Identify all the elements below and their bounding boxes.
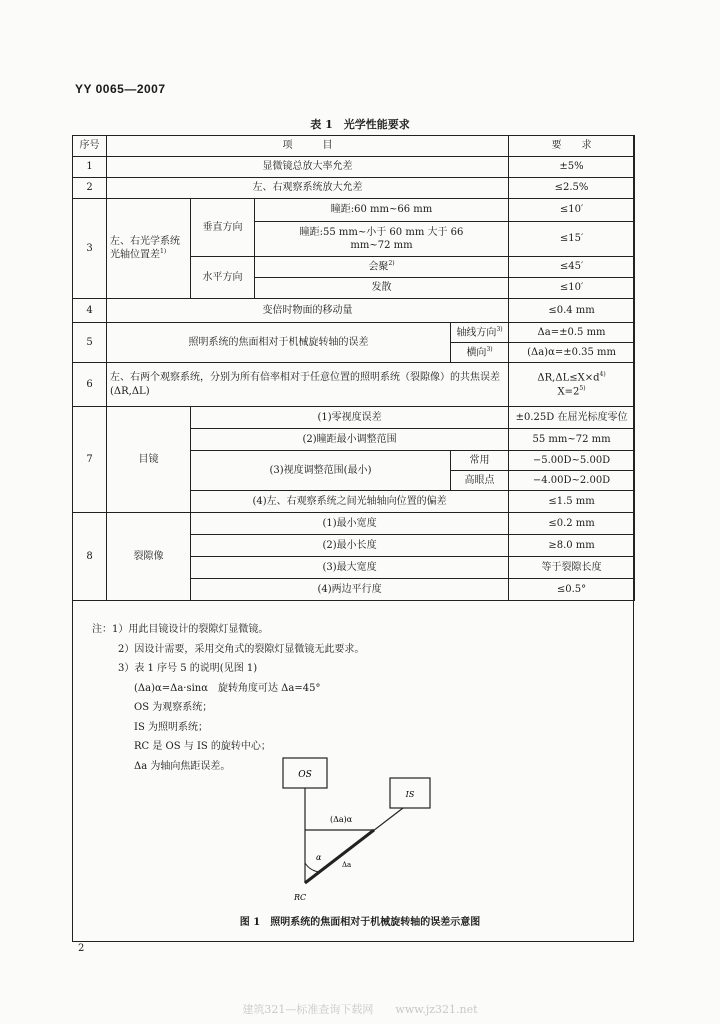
sub-item: (1)零视度误差: [191, 407, 509, 429]
row-req: −4.00D~2.00D: [509, 471, 635, 491]
row-req: ≤0.2 mm: [509, 513, 635, 535]
standard-code: YY 0065—2007: [75, 82, 166, 96]
row-req: ±5%: [509, 157, 635, 178]
row-req: ≤10′: [509, 278, 635, 299]
sub-item: 常用: [451, 451, 509, 471]
row-item: 照明系统的焦面相对于机械旋转轴的误差: [107, 323, 451, 363]
row-item: 左、右观察系统放大允差: [107, 178, 509, 199]
row-no: 5: [73, 323, 107, 363]
eyepiece-group-label: 目镜: [107, 407, 191, 513]
row-req: (Δa)α=±0.35 mm: [509, 343, 635, 363]
row-item: 左、右两个观察系统，分别为所有倍率相对于任意位置的照明系统（裂隙像）的共焦误差(ΔR,ΔL): [107, 363, 509, 407]
row-req: ≤10′: [509, 199, 635, 222]
note-3-formula: (Δa)α=Δa·sinα 旋转角度可达 Δa=45°: [134, 682, 321, 694]
table-row: [73, 299, 635, 323]
table-row: [73, 178, 635, 199]
is-label: IS: [405, 790, 415, 799]
table-row: [73, 363, 635, 407]
table-row: [73, 157, 635, 178]
row-no: 6: [73, 363, 107, 407]
table-title: 表 1 光学性能要求: [310, 118, 410, 131]
sub-item: (3)视度调整范围(最小): [191, 451, 451, 491]
delta-alpha-label: (Δa)α: [330, 815, 353, 824]
table-row: [73, 513, 635, 535]
col-item-header: 项 目: [107, 136, 509, 157]
row-req: ≤15′: [509, 222, 635, 257]
alpha-arc: [305, 863, 320, 872]
table-row: [73, 323, 635, 343]
table-notes: [92, 620, 364, 776]
watermark: 建筑321—标准查询下载网 www.jz321.net: [242, 1003, 478, 1016]
row-item: 显微镜总放大率允差: [107, 157, 509, 178]
row-no: 2: [73, 178, 107, 199]
figure-caption: 图 1 照明系统的焦面相对于机械旋转轴的误差示意图: [239, 917, 481, 928]
row-req: $\Delta R,\Delta L\le X\times d^{4)}$ $X=2^{5)}$: [509, 363, 635, 407]
sub-item: 瞳距:55 mm~小于 60 mm 大于 66 mm~72 mm: [255, 222, 509, 257]
sub-item: 会聚$^{2)}$: [255, 257, 509, 278]
row-req: ≤1.5 mm: [509, 491, 635, 513]
delta-a-label: Δa: [342, 861, 352, 869]
sub-item: 高眼点: [451, 471, 509, 491]
sub-item: 瞳距:60 mm~66 mm: [255, 199, 509, 222]
sub-item: (4)两边平行度: [191, 579, 509, 601]
sub-item: (3)最大宽度: [191, 557, 509, 579]
row-req: ≤2.5%: [509, 178, 635, 199]
note-1: 注：1）用此目镜设计的裂隙灯显微镜。: [92, 624, 269, 635]
row-req: Δa=±0.5 mm: [509, 323, 635, 343]
optical-requirements-table: [72, 135, 635, 601]
note-3-rc: RC 是 OS 与 IS 的旋转中心；: [134, 741, 271, 752]
sub-item: 横向$^{3)}$: [451, 343, 509, 363]
sub-item: 发散: [255, 278, 509, 299]
horizontal-direction-label: 水平方向: [191, 257, 255, 299]
row-req: ≥8.0 mm: [509, 535, 635, 557]
row-no: 8: [73, 513, 107, 601]
col-req-header: 要 求: [509, 136, 635, 157]
note-3-is: IS 为照明系统；: [134, 721, 208, 733]
note-3-delta: Δa 为轴向焦距误差。: [134, 760, 231, 772]
col-no-header: 序号: [73, 136, 107, 157]
sub-item: (4)左、右观察系统之间光轴轴向位置的偏差: [191, 491, 509, 513]
alpha-label: α: [316, 853, 322, 862]
row-no: 1: [73, 157, 107, 178]
table-row: [73, 407, 635, 429]
sub-item: (2)瞳距最小调整范围: [191, 429, 509, 451]
rc-label: RC: [294, 893, 307, 902]
note-2: 2）因设计需要，采用交角式的裂隙灯显微镜无此要求。: [118, 643, 365, 655]
row-item: 左、右光学系统光轴位置差$^{1)}$: [107, 199, 191, 299]
row-no: 7: [73, 407, 107, 513]
row-no: 4: [73, 299, 107, 323]
table-header-row: [73, 136, 635, 157]
row-req: 等于裂隙长度: [509, 557, 635, 579]
sub-item: (1)最小宽度: [191, 513, 509, 535]
row-req: ≤0.5°: [509, 579, 635, 601]
figure-1-diagram: [270, 755, 470, 905]
row-no: 3: [73, 199, 107, 299]
note-3: 3）表 1 序号 5 的说明(见图 1): [118, 663, 258, 674]
slit-image-group-label: 裂隙像: [107, 513, 191, 601]
vertical-direction-label: 垂直方向: [191, 199, 255, 257]
row-req: 55 mm~72 mm: [509, 429, 635, 451]
row-req: ≤45′: [509, 257, 635, 278]
page-number: 2: [78, 943, 85, 954]
sub-item: 轴线方向$^{3)}$: [451, 323, 509, 343]
row-req: ±0.25D 在屈光标度零位: [509, 407, 635, 429]
row-item: 变倍时物面的移动量: [107, 299, 509, 323]
note-3-os: OS 为观察系统；: [134, 702, 213, 713]
row-req: −5.00D~5.00D: [509, 451, 635, 471]
os-label: OS: [298, 770, 312, 780]
row-req: ≤0.4 mm: [509, 299, 635, 323]
table-row: [73, 199, 635, 222]
sub-item: (2)最小长度: [191, 535, 509, 557]
